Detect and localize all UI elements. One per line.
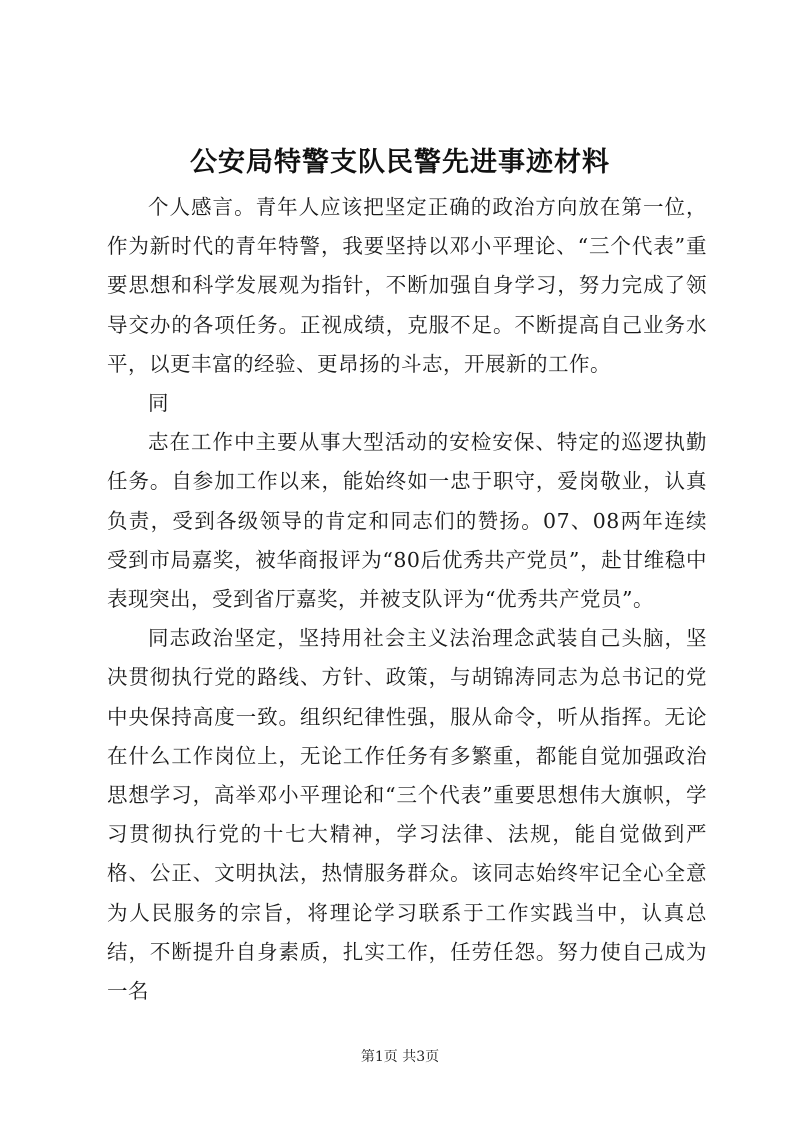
paragraph: 同志政治坚定，坚持用社会主义法治理念武装自己头脑，坚决贯彻执行党的路线、方针、政策，与胡锦涛同志为总书记的党中央保持高度一致。组织纪律性强，服从命令，听从指挥。无论在什么工作岗位上，无论工作任务有多繁重，都能自觉加强政治思想学习，高举邓小平理论和“三个代表”重要思想伟大旗帜，学习贯彻执行党的十七大精神，学习法律、法规，能自觉做到严格、公正、文明执法，热情服务群众。该同志始终牢记全心全意为人民服务的宗旨，将理论学习联系于工作实践当中，认真总结，不断提升自身素质，扎实工作，任劳任怨。努力使自己成为一名: [107, 626, 707, 1004]
document-title: 公安局特警支队民警先进事迹材料: [190, 147, 610, 178]
paragraph: 志在工作中主要从事大型活动的安检安保、特定的巡逻执勤任务。自参加工作以来，能始终如一忠于职守，爱岗敬业，认真负责，受到各级领导的肯定和同志们的赞扬。07、08两年连续受到市局嘉奖，被华商报评为“80后优秀共产党员”，赴甘维稳中表现突出，受到省厅嘉奖，并被支队评为“优秀共产党员”。: [107, 430, 707, 612]
document-body: [107, 188, 707, 1011]
paragraph: 个人感言。青年人应该把坚定正确的政治方向放在第一位，作为新时代的青年特警，我要坚持以邓小平理论、“三个代表”重要思想和科学发展观为指针，不断加强自身学习，努力完成了领导交办的各项任务。正视成绩，克服不足。不断提高自己业务水平，以更丰富的经验、更昂扬的斗志，开展新的工作。: [107, 195, 707, 376]
page-number-footer: 第1页 共3页: [360, 1049, 440, 1065]
paragraph: 同: [148, 391, 169, 416]
